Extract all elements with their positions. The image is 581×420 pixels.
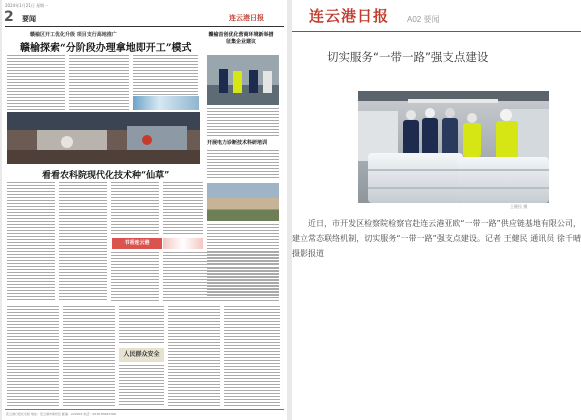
side-headline-2[interactable]: 开展电力诊断技术科研培训 xyxy=(207,140,268,146)
article-photo[interactable] xyxy=(358,91,549,203)
article-text-column xyxy=(111,252,159,302)
page-number: 2 xyxy=(4,9,14,25)
article-text-column xyxy=(111,182,159,234)
article-text-column xyxy=(119,306,164,344)
article-text-column xyxy=(168,306,220,406)
article-title: 切实服务“一带一路”强支点建设 xyxy=(327,50,489,64)
article-text-column xyxy=(69,55,129,110)
footer-rule xyxy=(5,409,284,410)
masthead-logo: 连云港日报 xyxy=(229,13,264,22)
side-photo-graphic xyxy=(207,55,279,105)
article-text-column xyxy=(224,306,280,406)
article-text-column xyxy=(7,55,65,110)
article-photo-graphic xyxy=(358,91,549,203)
top-kicker: 赣榆区开工优化升级 项目支行高地推广 xyxy=(30,32,117,38)
date-line: 2024年1月21日 星期一 xyxy=(5,3,49,8)
side-photo[interactable] xyxy=(207,55,279,105)
article-text-column xyxy=(119,365,164,406)
article-text-column xyxy=(133,55,198,95)
header-rule xyxy=(5,26,284,27)
article-panel xyxy=(292,0,581,420)
article-text-column xyxy=(59,182,107,302)
article-text-column xyxy=(163,182,203,234)
side-headline[interactable]: 赣榆首创优化营商环境新举措 征集企业建议 xyxy=(208,32,274,45)
section-label: 要闻 xyxy=(22,15,36,23)
photo-credit: 王健民 摄 xyxy=(510,204,528,209)
panel-header-rule xyxy=(292,31,581,32)
factory-photo-graphic xyxy=(7,112,200,164)
footer-info: 连云港日报社出版 地址：连云港市海州区 邮编：222002 电话：0518-85827000 xyxy=(6,412,117,416)
article-text-column xyxy=(63,306,115,406)
banner-image xyxy=(163,238,203,249)
infographic-image xyxy=(133,96,199,110)
article-caption: 近日，市开发区检察院检察官赴连云港亚欧“一带一路”供应链基地有限公司，建立常态联络机制，切实服务“一带一路”强支点建设。记者 王健民 通讯员 徐千晴 摄影报道 xyxy=(292,219,581,258)
article-text-column xyxy=(7,182,55,302)
article-text-column xyxy=(7,306,59,406)
banner-ad-1[interactable]: 书香连云港 xyxy=(112,238,162,249)
mid-headline[interactable]: 看看农科院现代化技术种“仙草” xyxy=(42,171,170,181)
article-text-column xyxy=(207,108,279,136)
side-photo-2[interactable] xyxy=(207,183,279,221)
banner-ad-2[interactable]: 人民群众安全 xyxy=(119,348,164,362)
article-text-column xyxy=(207,268,279,298)
top-headline[interactable]: 赣榆探索“分阶段办理拿地即开工”模式 xyxy=(20,43,192,54)
newspaper-page[interactable] xyxy=(2,0,287,420)
panel-section-label: A02 要闻 xyxy=(407,15,440,24)
factory-photo[interactable] xyxy=(7,112,200,164)
article-text-column xyxy=(207,150,279,180)
panel-masthead-logo: 连云港日报 xyxy=(309,7,390,25)
